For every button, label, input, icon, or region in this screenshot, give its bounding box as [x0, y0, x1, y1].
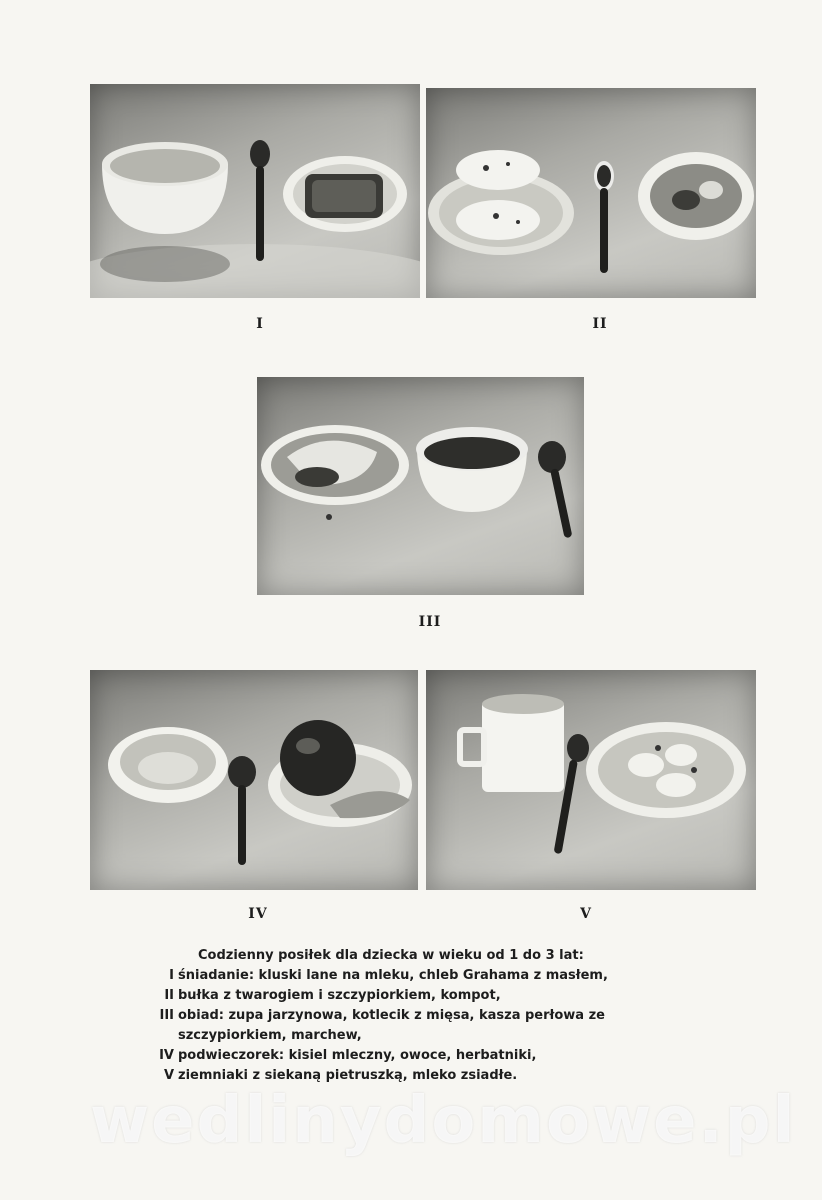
photo-v-illustration: [426, 670, 756, 890]
caption-number: I: [169, 968, 174, 983]
photo-dinner-v: [426, 670, 756, 890]
caption-text: bułka z twarogiem i szczypiorkiem, kompot,: [178, 988, 501, 1003]
figure-label-ii: II: [592, 316, 608, 332]
caption-line-ii: [150, 986, 670, 1006]
photo-ii-illustration: [426, 88, 756, 298]
figure-label-iv: IV: [248, 906, 268, 922]
caption-title: Codzienny posiłek dla dziecka w wieku od 1 do 3 lat:: [198, 948, 584, 963]
figure-caption: [150, 946, 670, 1086]
caption-line-i: [150, 966, 670, 986]
photo-i-illustration: [90, 84, 420, 298]
photo-iv-illustration: [90, 670, 418, 890]
photo-breakfast-i: [90, 84, 420, 298]
caption-number: IV: [159, 1048, 174, 1063]
figure-label-iii: III: [418, 614, 442, 630]
photo-meal-ii: [426, 88, 756, 298]
watermark: wedlinydomowe.pl: [90, 1084, 797, 1158]
caption-text: szczypiorkiem, marchew,: [178, 1028, 362, 1043]
figure-label-v: V: [580, 906, 592, 922]
photo-iii-illustration: [257, 377, 584, 595]
photo-lunch-iii: [257, 377, 584, 595]
caption-line-iii-continued: [150, 1026, 670, 1046]
caption-number: III: [159, 1008, 174, 1023]
figure-label-i: I: [256, 316, 264, 332]
caption-number: V: [163, 1068, 174, 1083]
caption-line-iii: [150, 1006, 670, 1026]
caption-text: podwieczorek: kisiel mleczny, owoce, herbatniki,: [178, 1048, 537, 1063]
caption-line-iv: [150, 1046, 670, 1066]
photo-snack-iv: [90, 670, 418, 890]
caption-text: obiad: zupa jarzynowa, kotlecik z mięsa, kasza perłowa ze: [178, 1008, 605, 1023]
caption-number: II: [164, 988, 174, 1003]
caption-line-v: [150, 1066, 670, 1086]
caption-text: śniadanie: kluski lane na mleku, chleb Grahama z masłem,: [178, 968, 608, 983]
caption-text: ziemniaki z siekaną pietruszką, mleko zsiadłe.: [178, 1068, 518, 1083]
